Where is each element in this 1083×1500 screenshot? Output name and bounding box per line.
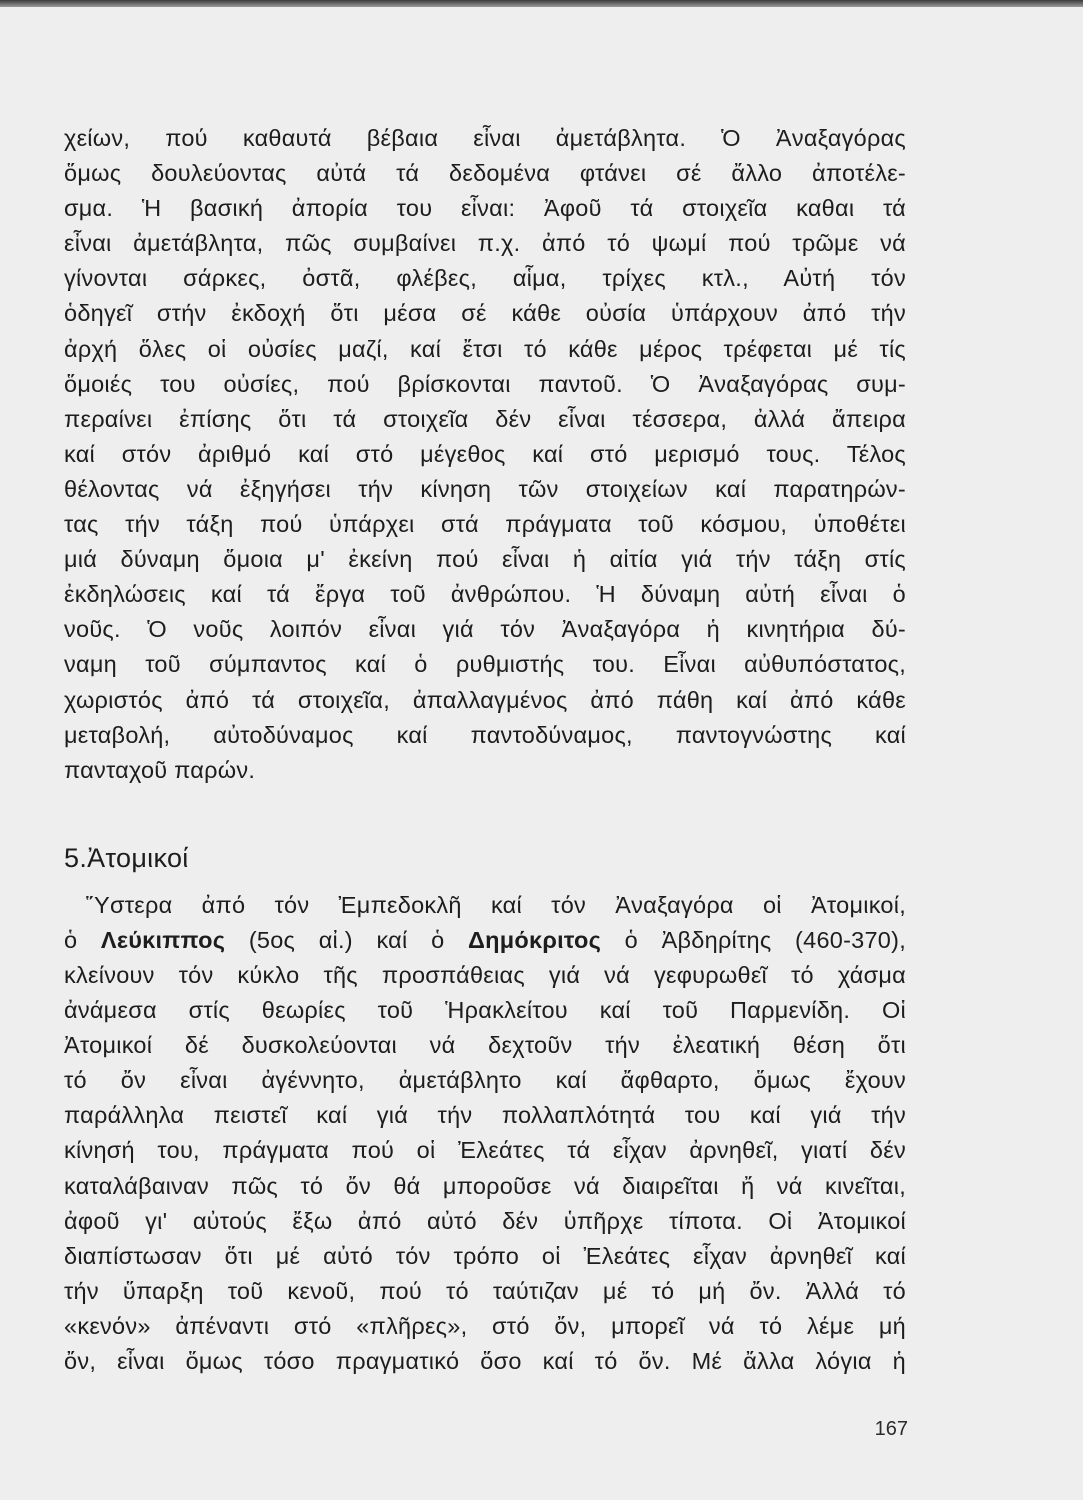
paragraph-anaxagoras bbox=[64, 121, 906, 788]
book-page-text bbox=[64, 121, 906, 1379]
text-line: «κενόν» ἀπέναντι στό «πλῆρες», στό ὄν, μπορεῖ νά τό λέμε μή bbox=[64, 1312, 906, 1339]
text-line: Ὕστερα ἀπό τόν Ἐμπεδοκλῆ καί τόν Ἀναξαγόρα οἱ Ἀτομικοί, bbox=[86, 891, 906, 918]
text-line: ἀρχή ὅλες οἱ οὐσίες μαζί, καί ἔτσι τό κάθε μέρος τρέφεται μέ τίς bbox=[64, 335, 906, 362]
text-fragment: ὁ bbox=[64, 926, 101, 953]
text-line-with-names bbox=[64, 923, 906, 958]
text-line: περαίνει ἐπίσης ὅτι τά στοιχεῖα δέν εἶναι τέσσερα, ἀλλά ἄπειρα bbox=[64, 405, 906, 432]
text-line: ἀνάμεσα στίς θεωρίες τοῦ Ἡρακλείτου καί τοῦ Παρμενίδη. Οἱ bbox=[64, 997, 906, 1024]
text-line: ὄν, εἶναι ὅμως τόσο πραγματικό ὅσο καί τό ὄν. Μέ ἄλλα λόγια ἡ bbox=[64, 1348, 906, 1374]
text-fragment: (5ος αἰ.) καί ὁ bbox=[225, 926, 469, 953]
text-line: καί στόν ἀριθμό καί στό μέγεθος καί στό μερισμό τους. Τέλος bbox=[64, 440, 906, 467]
text-line: ὅμως δουλεύοντας αὐτά τά δεδομένα φτάνει σέ ἄλλο ἀποτέλε- bbox=[64, 160, 906, 187]
text-line: ἀφοῦ γι' αὐτούς ἔξω ἀπό αὐτό δέν ὑπῆρχε τίποτα. Οἱ Ἀτομικοί bbox=[64, 1207, 906, 1234]
bold-name-leucippus: Λεύκιππος bbox=[100, 926, 226, 953]
text-line: ὁδηγεῖ στήν ἐκδοχή ὅτι μέσα σέ κάθε οὐσία ὑπάρχουν ἀπό τήν bbox=[64, 300, 906, 327]
text-line: καταλάβαιναν πῶς τό ὄν θά μποροῦσε νά διαιρεῖται ἤ νά κινεῖται, bbox=[64, 1172, 906, 1199]
text-line: Ἀτομικοί δέ δυσκολεύονται νά δεχτοῦν τήν ἐλεατική θέση ὅτι bbox=[64, 1032, 906, 1059]
text-fragment: ὁ Ἀβδηρίτης (460-370), bbox=[601, 926, 906, 953]
text-line: παράλληλα πειστεῖ καί γιά τήν πολλαπλότητά του καί γιά τήν bbox=[64, 1102, 906, 1129]
text-line: χείων, πού καθαυτά βέβαια εἶναι ἀμετάβλητα. Ὁ Ἀναξαγόρας bbox=[64, 125, 906, 151]
text-line: διαπίστωσαν ὅτι μέ αὐτό τόν τρόπο οἱ Ἐλεάτες εἶχαν ἀρνηθεῖ καί bbox=[64, 1242, 906, 1269]
text-line: εἶναι ἀμετάβλητα, πῶς συμβαίνει π.χ. ἀπό τό ψωμί πού τρῶμε νά bbox=[64, 230, 906, 257]
text-line: κίνησή του, πράγματα πού οἱ Ἐλεάτες τά εἶχαν ἀρνηθεῖ, γιατί δέν bbox=[64, 1137, 906, 1164]
text-line: μεταβολή, αὐτοδύναμος καί παντοδύναμος, παντογνώστης καί bbox=[64, 721, 906, 748]
section-heading: 5.Ἀτομικοί bbox=[64, 842, 189, 873]
text-line: μιά δύναμη ὅμοια μ' ἐκείνη πού εἶναι ἡ αἰτία γιά τήν τάξη στίς bbox=[64, 546, 906, 573]
text-line: σμα. Ἡ βασική ἀπορία του εἶναι: Ἀφοῦ τά στοιχεῖα καθαι τά bbox=[64, 195, 906, 222]
text-line: ἐκδηλώσεις καί τά ἔργα τοῦ ἀνθρώπου. Ἡ δύναμη αὐτή εἶναι ὁ bbox=[64, 581, 906, 608]
text-line: ὅμοιές του οὐσίες, πού βρίσκονται παντοῦ. Ὁ Ἀναξαγόρας συμ- bbox=[64, 370, 906, 397]
text-line: ναμη τοῦ σύμπαντος καί ὁ ρυθμιστής του. Εἶναι αὐθυπόστατος, bbox=[64, 651, 906, 678]
text-line: τό ὄν εἶναι ἀγέννητο, ἀμετάβλητο καί ἄφθαρτο, ὅμως ἔχουν bbox=[64, 1067, 906, 1094]
text-line: τήν ὕπαρξη τοῦ κενοῦ, πού τό ταύτιζαν μέ τό μή ὄν. Ἀλλά τό bbox=[64, 1277, 906, 1304]
text-line: κλείνουν τόν κύκλο τῆς προσπάθειας γιά νά γεφυρωθεῖ τό χάσμα bbox=[64, 961, 906, 988]
bold-name-democritus: Δημόκριτος bbox=[468, 926, 602, 953]
text-line: τας τήν τάξη πού ὑπάρχει στά πράγματα τοῦ κόσμου, ὑποθέτει bbox=[64, 511, 906, 538]
paragraph-atomists bbox=[64, 888, 906, 1379]
page-number: 167 bbox=[874, 1418, 908, 1440]
text-line: νοῦς. Ὁ νοῦς λοιπόν εἶναι γιά τόν Ἀναξαγόρα ἡ κινητήρια δύ- bbox=[64, 616, 906, 643]
text-line: χωριστός ἀπό τά στοιχεῖα, ἀπαλλαγμένος ἀπό πάθη καί ἀπό κάθε bbox=[64, 686, 906, 713]
text-line: γίνονται σάρκες, ὀστᾶ, φλέβες, αἷμα, τρίχες κτλ., Αὐτή τόν bbox=[64, 265, 906, 292]
text-line: θέλοντας νά ἐξηγήσει τήν κίνηση τῶν στοιχείων καί παρατηρών- bbox=[64, 475, 906, 502]
text-line: πανταχοῦ παρών. bbox=[64, 756, 256, 783]
scan-top-edge bbox=[0, 0, 1083, 7]
